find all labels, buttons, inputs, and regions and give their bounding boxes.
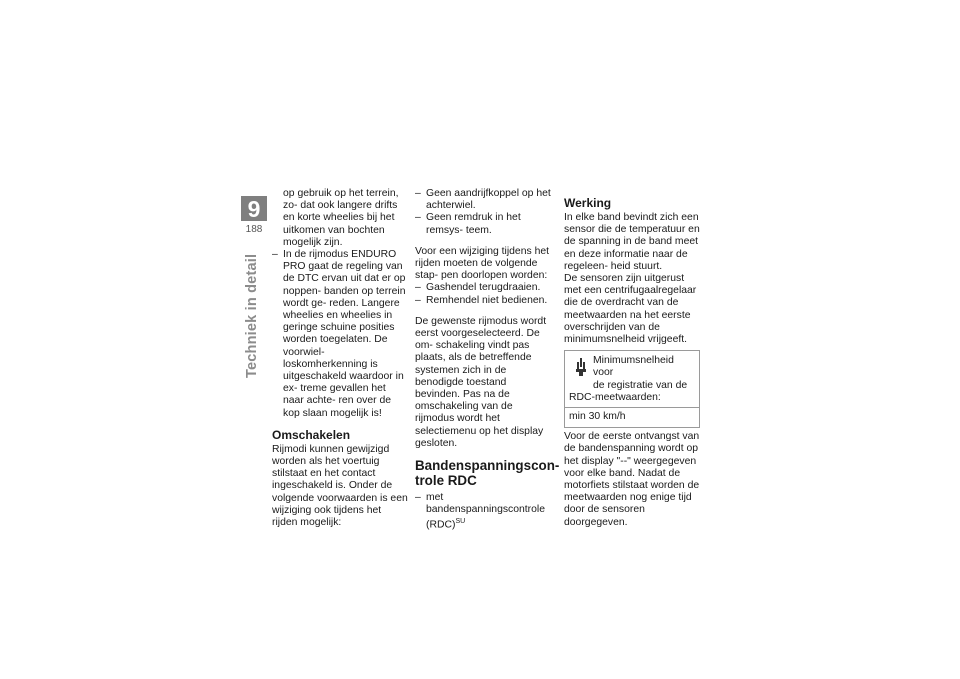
list-item-text — [426, 492, 551, 532]
bullet-dash: – — [415, 212, 421, 224]
bullet-dash: – — [415, 282, 421, 294]
paragraph-gewenste: De gewenste rijmodus wordt eerst voorgeselecteerd. De om- schakeling vindt pas plaats, als de betreffende systemen zich in de benodigde toestand bevinden. Pas na de omschakeling van de rijmodus wordt het selectiemenu op het display gesloten. — [415, 315, 547, 449]
list-item-text: Geen aandrijfkoppel op het achterwiel. — [426, 188, 551, 212]
spec-box — [564, 350, 700, 428]
spec-title-line-1: Minimumsnelheid voor — [593, 355, 674, 379]
column-2 — [415, 188, 560, 532]
column-1 — [272, 188, 408, 529]
spec-title — [593, 355, 695, 392]
option-superscript: SU — [455, 518, 466, 526]
paragraph-werking-1: In elke band bevindt zich een sensor die de temperatuur en de spanning in de band meet en deze informatie naar de regeleen- heid stuurt. — [564, 212, 700, 272]
list-item-rdc — [415, 492, 551, 532]
column-3 — [564, 188, 700, 529]
list-item-rem — [415, 295, 551, 307]
tire-gauge-icon — [569, 355, 593, 392]
list-item-enduro-pro — [272, 249, 408, 420]
list-item-text: Remhendel niet bedienen. — [426, 294, 548, 306]
paragraph-omschakelen: Rijmodi kunnen gewijzigd worden als het voertuig stilstaat en het contact ingeschakeld is. Onder de volgende voorwaarden is een wijziging ook tijdens het rijden mogelijk: — [272, 443, 408, 529]
spec-value: min 30 km/h — [565, 407, 699, 427]
bullet-dash: – — [415, 294, 421, 306]
heading-omschakelen: Omschakelen — [272, 427, 351, 442]
spec-header — [565, 351, 699, 407]
list-item-text: Geen remdruk in het remsys- teem. — [426, 212, 521, 236]
paragraph-werking-3: Voor de eerste ontvangst van de bandenspanning wordt op het display "--" weergegeven voor elke band. Nadat de motorfiets stilstaat worden de meetwaarden nog enige tijd door de sensoren doorgegeven. — [564, 431, 700, 528]
list-item-gas — [415, 282, 551, 294]
page-number: 188 — [245, 224, 263, 235]
chapter-title: Techniek in detail — [244, 253, 260, 378]
bullet-dash: – — [415, 492, 421, 504]
bullet-dash: – — [415, 188, 421, 199]
rdc-text: met bandenspanningscontrole (RDC) — [426, 492, 546, 531]
paragraph-wijziging: Voor een wijziging tijdens het rijden moeten de volgende stap- pen doorlopen worden: — [415, 245, 550, 282]
list-item-text: Gashendel terugdraaien. — [426, 282, 541, 294]
spec-title-line-3: RDC-meetwaarden: — [569, 391, 661, 403]
list-item-continuation: op gebruik op het terrein, zo- dat ook langere drifts en korte wheelies bij het uitkomen van bochten mogelijk zijn. — [283, 188, 399, 248]
list-item-aandrijf — [415, 188, 551, 212]
chapter-number: 9 — [241, 196, 267, 221]
heading-werking: Werking — [564, 196, 612, 210]
spec-title-line-2: de registratie van de — [593, 379, 688, 391]
paragraph-werking-2: De sensoren zijn uitgerust met een centrifugaalregelaar die de overdracht van de meetwaarden na het eerste overschrijden van de minimumsnelheid vrijgeeft. — [564, 273, 697, 346]
heading-rdc: Bandenspanningscon- trole RDC — [415, 458, 560, 489]
list-item-text: In de rijmodus ENDURO PRO gaat de regeling van de DTC ervan uit dat er op noppen- banden op terrein wordt ge- reden. Langere wheelies en wheelies in geringe schuine posities worden toegelaten. De voorwiel-loskomherkenning is uitgeschakeld waardoor in ex- treme gevallen het naar achte- ren over de kop slaan mogelijk is! — [283, 249, 406, 419]
bullet-dash: – — [272, 249, 278, 261]
list-item-remdruk — [415, 212, 551, 236]
